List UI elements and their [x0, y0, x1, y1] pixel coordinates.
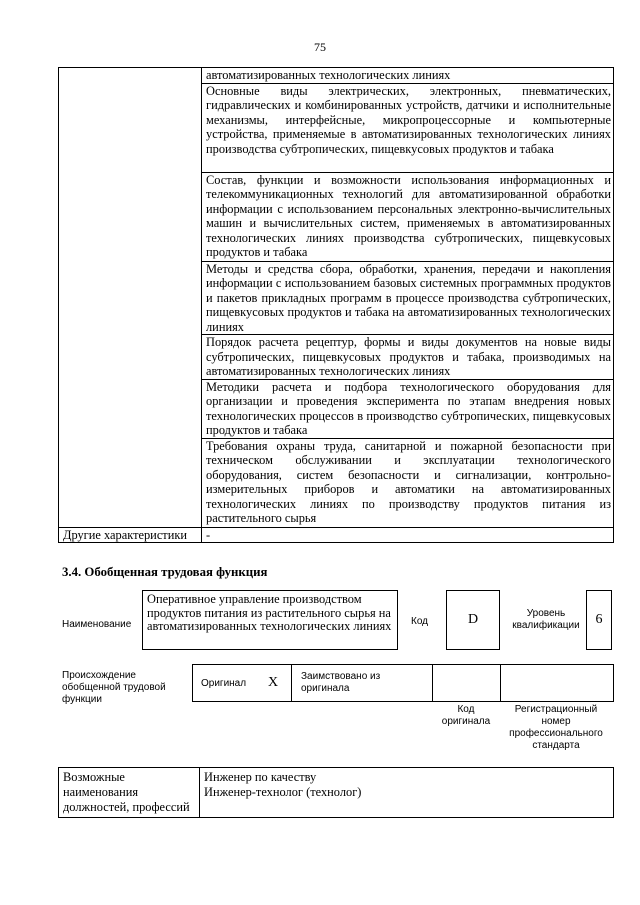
job-title: Инженер-технолог (технолог) [204, 785, 362, 799]
page-number: 75 [314, 40, 326, 54]
table-cell: Состав, функции и возможности использования информационных и телекоммуникационных технологий для автоматизированной обработки информации с использованием персональных электронно-вычислительных машин и вычислительных систем, применяемых в автоматизированных технологических линиях производства субтропических, пищевкусовых продуктов и табака [202, 172, 614, 261]
code-original-cell [432, 665, 501, 701]
name-label: Наименование [62, 619, 132, 630]
job-titles-label: Возможные наименования должностей, профессий [59, 768, 200, 818]
other-characteristics-label: Другие характеристики [59, 527, 202, 543]
original-label: Оригинал [201, 678, 247, 689]
table-cell: Методы и средства сбора, обработки, хранения, передачи и накопления информации с использованием базовых системных программных продуктов и пакетов прикладных программ в процессе производства субтропических, пищевкусовых продуктов и табака на автоматизированных технологических линиях [202, 261, 614, 335]
table-cell: Методики расчета и подбора технологического оборудования для организации и проведения эксперимента по этапам внедрения новых технологических процессов в производство субтропических, пищевкусовых продуктов и табака [202, 379, 614, 438]
function-name-box: Оперативное управление производством продуктов питания из растительного сырья на автоматизированных технологических линиях [142, 590, 398, 650]
table-cell: Порядок расчета рецептур, формы и виды документов на новые виды субтропических, пищевкусовых продуктов и табака, производимых на автоматизированных технологических линиях [202, 335, 614, 380]
table-row [59, 527, 614, 543]
level-label: Уровень квалификации [512, 608, 580, 631]
job-title: Инженер по качеству [204, 770, 317, 784]
table-cell: автоматизированных технологических линиях [202, 68, 614, 84]
reg-number-cell [500, 665, 613, 701]
code-original-label: Код оригинала [441, 704, 491, 727]
table-cell: Требования охраны труда, санитарной и пожарной безопасности при техническом обслуживании и эксплуатации технологического оборудования, систем безопасности и сигнализации, контрольно-измерительных приборов и автоматики на автоматизированных технологических линиях по производству продуктов питания из растительного сырья [202, 438, 614, 527]
borrowed-cell [291, 665, 433, 701]
job-titles-cell [200, 768, 614, 818]
original-cell [193, 665, 292, 701]
code-label: Код [411, 616, 429, 627]
code-value-box: D [446, 590, 500, 650]
job-titles-table [58, 767, 614, 818]
original-mark: X [268, 675, 279, 690]
table-cell: Основные виды электрических, электронных, пневматических, гидравлических и комбинированных устройств, датчики и исполнительные механизмы, интерфейсные, микропроцессорные и компьютерные устройства, применяемые в автоматизированных технологических линиях производства субтропических, пищевкусовых продуктов и табака [202, 83, 614, 172]
borrowed-label: Заимствовано из оригинала [301, 671, 381, 694]
origin-row [192, 664, 614, 702]
other-characteristics-value: - [202, 527, 614, 543]
origin-label: Происхождение обобщенной трудовой функции [62, 670, 166, 705]
table-label-cell [59, 68, 202, 528]
section-title: 3.4. Обобщенная трудовая функция [62, 565, 268, 579]
table-row [59, 768, 614, 818]
reg-number-label: Регистрационный номер профессионального стандарта [509, 704, 603, 751]
level-value-box: 6 [586, 590, 612, 650]
knowledge-table [58, 67, 614, 543]
table-row [59, 68, 614, 84]
